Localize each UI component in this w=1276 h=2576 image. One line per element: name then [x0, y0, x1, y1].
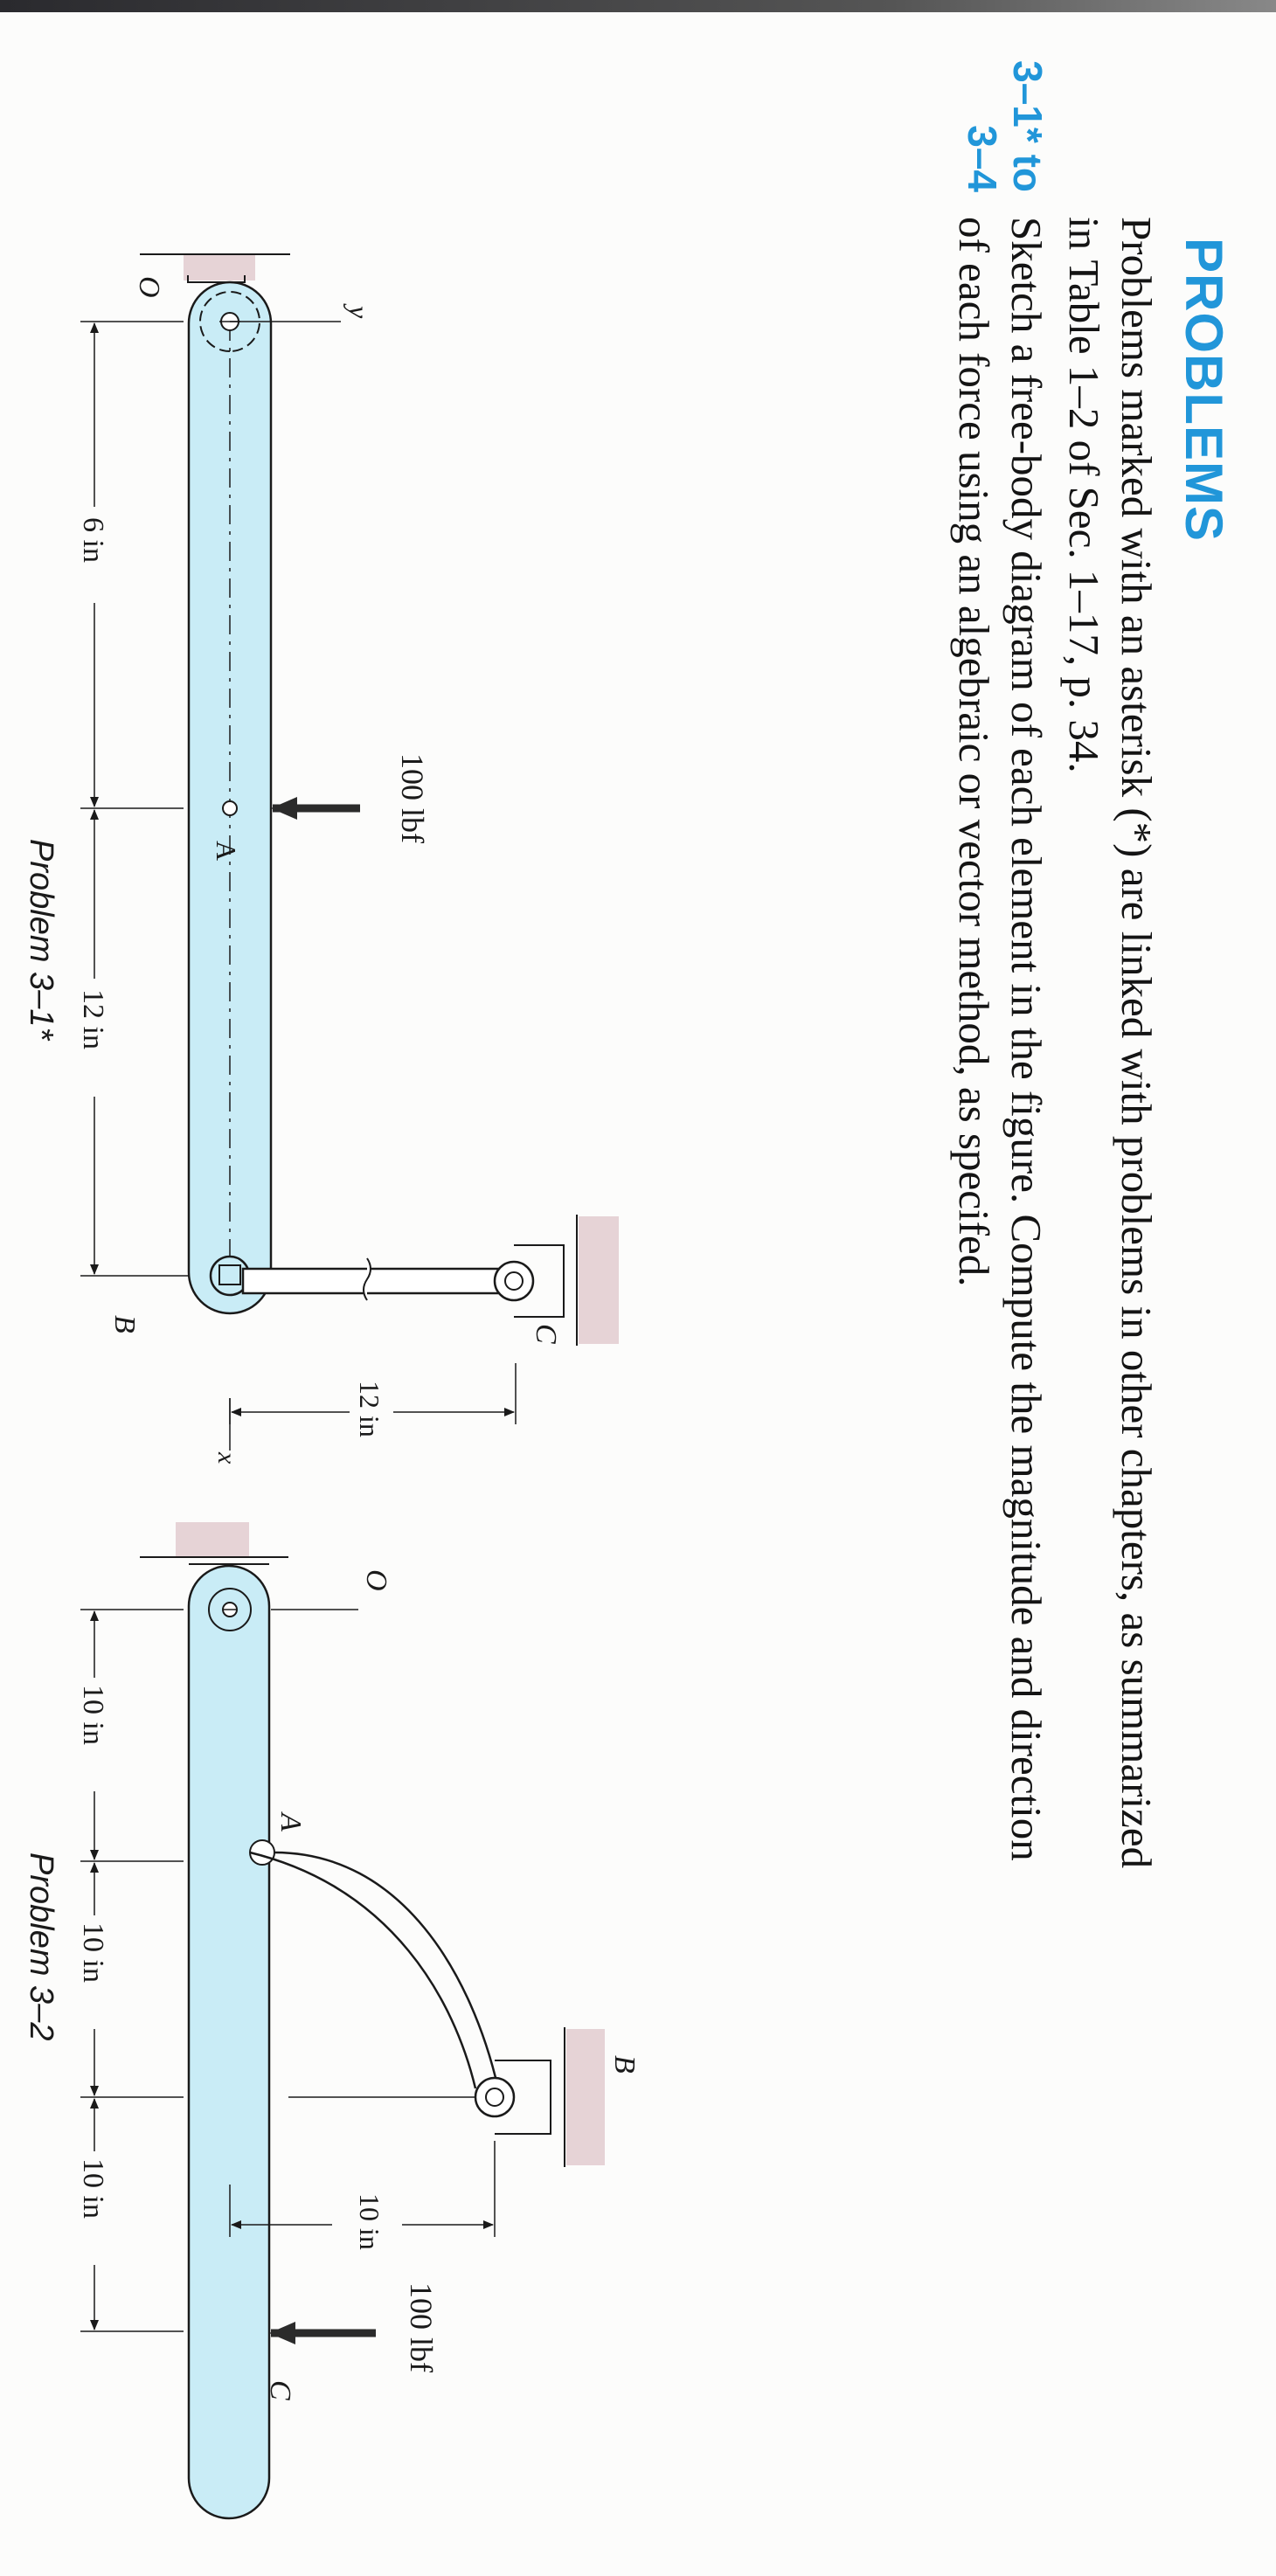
- fig1-axis-y: y: [343, 306, 375, 319]
- fig2-label-a: A: [274, 1813, 307, 1832]
- fig2-label-o: O: [360, 1569, 392, 1591]
- fig1-label-o: O: [133, 276, 165, 298]
- fig2-caption: Problem 3–2: [23, 1852, 59, 2041]
- fig1-caption: Problem 3–1*: [23, 839, 59, 1041]
- fig1-label-a: A: [211, 841, 242, 862]
- fig1-point-a: [223, 801, 237, 815]
- fig2-dim-10-vertical: 10 in: [354, 2193, 385, 2250]
- problem-number-line-1: 3–1* to: [1005, 60, 1051, 192]
- fig2-label-b: B: [608, 2055, 641, 2074]
- fig2-beam: [189, 1566, 269, 2518]
- fig2-ceiling-support-o: [176, 1522, 249, 1557]
- fig1-link-bc: [243, 1269, 505, 1293]
- fig2-dim-10-c: 10 in: [77, 2158, 109, 2219]
- fig2-ceiling-support-b: [566, 2029, 605, 2165]
- fig2-dim-10-a: 10 in: [77, 1685, 109, 1745]
- problem-text-line-1: Sketch a free-body diagram of each element in the figure. Compute the magnitude and direction: [1002, 217, 1051, 1861]
- problem-number-line-2: 3–4: [960, 125, 1005, 192]
- fig2-dim-10-b: 10 in: [77, 1922, 109, 1983]
- fig1-dim-6: 6 in: [77, 517, 109, 563]
- fig1-label-b: B: [108, 1315, 141, 1333]
- fig1-force-label: 100 lbf: [395, 753, 430, 843]
- fig2-label-c: C: [264, 2380, 296, 2400]
- fig2-force-label: 100 lbf: [404, 2282, 439, 2372]
- fig1-ceiling-support: [579, 1216, 619, 1344]
- intro-line-2: in Table 1–2 of Sec. 1–17, p. 34.: [1060, 217, 1108, 773]
- fig1-axis-x: x: [212, 1452, 241, 1465]
- fig1-label-c: C: [530, 1324, 562, 1344]
- section-title: PROBLEMS: [1175, 238, 1233, 543]
- fig1-dim-12-beam: 12 in: [77, 989, 109, 1049]
- fig1-dim-12-vertical: 12 in: [354, 1381, 385, 1437]
- fig2-curved-link-inner: [250, 1852, 475, 2088]
- intro-line-1: Problems marked with an asterisk (*) are linked with problems in other chapters, as summarized: [1113, 217, 1161, 1869]
- problem-text-line-2: of each force using an algebraic or vector method, as specifed.: [950, 217, 998, 1287]
